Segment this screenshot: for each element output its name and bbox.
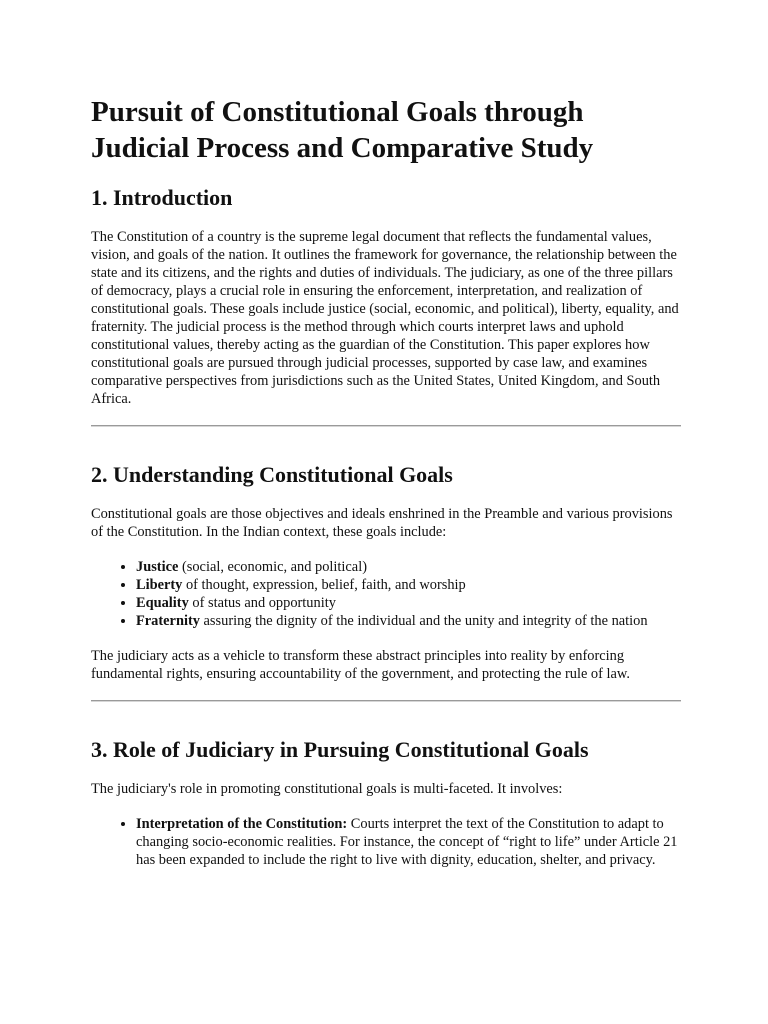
- list-item-text: (social, economic, and political): [178, 559, 367, 575]
- list-item: [136, 558, 681, 576]
- list-item: [136, 576, 681, 594]
- section-role-of-judiciary: [91, 736, 681, 869]
- list-item-term: Justice: [136, 559, 179, 575]
- list-item-text: of thought, expression, belief, faith, and worship: [182, 577, 466, 593]
- section-intro: Constitutional goals are those objectives and ideals enshrined in the Preamble and various provisions of the Constitution. In the Indian context, these goals include:: [91, 506, 673, 540]
- goals-list: [91, 558, 681, 630]
- list-item: [136, 612, 681, 630]
- list-item: [136, 815, 681, 869]
- list-item-term: Equality: [136, 595, 189, 611]
- list-item-term: Fraternity: [136, 613, 200, 629]
- section-paragraph: The judiciary acts as a vehicle to transform these abstract principles into reality by enforcing fundamental rights, ensuring accountability of the government, and protecting the rule of law.: [91, 648, 630, 682]
- section-paragraph: The Constitution of a country is the supreme legal document that reflects the fundamental values, vision, and goals of the nation. It outlines the framework for governance, the relationship between the state and its citizens, and the rights and duties of individuals. The judiciary, as one of the three pillars of democracy, plays a crucial role in ensuring the enforcement, interpretation, and realization of constitutional goals. These goals include justice (social, economic, and political), liberty, equality, and fraternity. The judicial process is the method through which courts interpret laws and uphold constitutional values, thereby acting as the guardian of the Constitution. This paper explores how constitutional goals are pursued through judicial processes, supported by case law, and examines comparative perspectives from jurisdictions such as the United States, United Kingdom, and South Africa.: [91, 229, 679, 407]
- section-heading: 3. Role of Judiciary in Pursuing Constitutional Goals: [91, 737, 589, 762]
- judiciary-role-list: [91, 815, 681, 869]
- section-divider: [91, 425, 681, 427]
- document-body: [91, 94, 681, 886]
- section-heading: 2. Understanding Constitutional Goals: [91, 462, 453, 487]
- page-title: Pursuit of Constitutional Goals through Judicial Process and Comparative Study: [91, 96, 594, 164]
- list-item-term: Liberty: [136, 577, 183, 593]
- list-item-text: of status and opportunity: [188, 595, 336, 611]
- list-item: [136, 594, 681, 612]
- list-item-term: Interpretation of the Constitution:: [136, 816, 348, 832]
- list-item-text: Courts interpret the text of the Constitution to adapt to changing socio-economic realities. For instance, the concept of “right to life” under Article 21 has been expanded to include the right to live with dignity, education, shelter, and privacy.: [136, 816, 678, 868]
- list-item-text: assuring the dignity of the individual and the unity and integrity of the nation: [199, 613, 648, 629]
- section-intro: The judiciary's role in promoting constitutional goals is multi-faceted. It involves:: [91, 781, 563, 797]
- section-constitutional-goals: [91, 461, 681, 683]
- section-introduction: [91, 184, 681, 408]
- section-divider: [91, 700, 681, 702]
- section-heading: 1. Introduction: [91, 185, 233, 210]
